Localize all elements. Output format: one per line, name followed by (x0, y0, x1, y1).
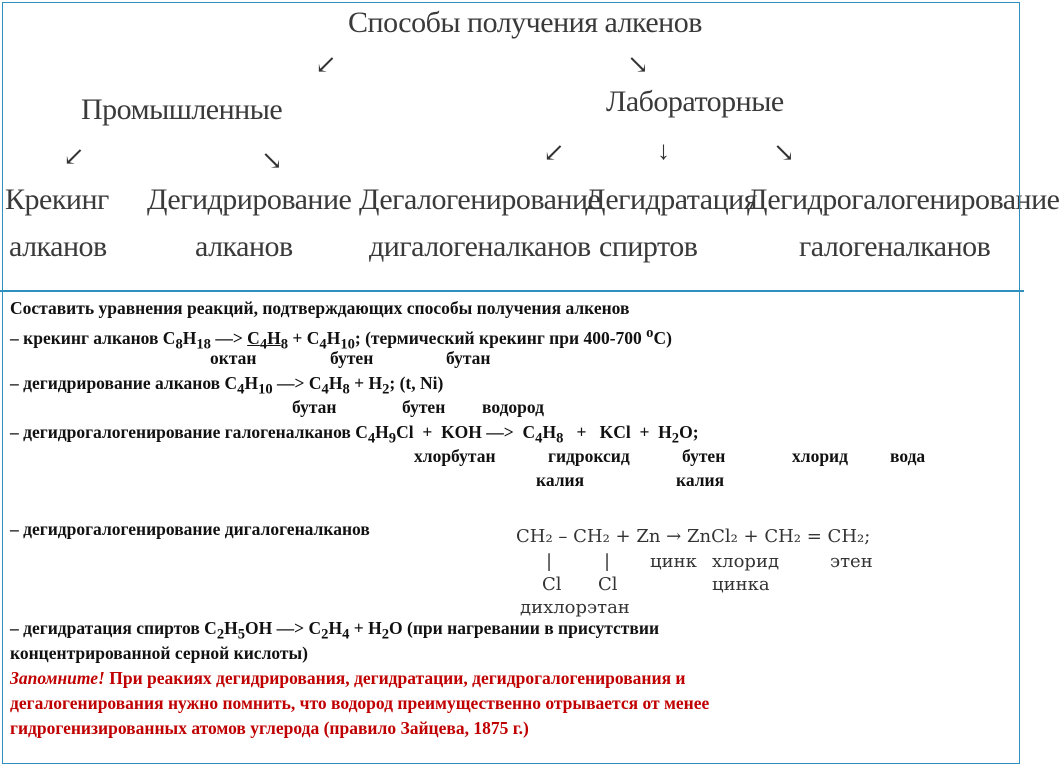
chloride-label: хлорид (712, 551, 780, 572)
remember-line-1: Запомните! При реакиях дегидрирования, дегидратации, дегидрогалогенирования и (10, 668, 686, 688)
dh-name-chlorobutane: хлорбутан (414, 446, 496, 466)
dichloroethane-label: дихлорэтан (520, 597, 630, 618)
dehydrogenation-line: – дегидрирование алканов $C_4H_{10}$ —> $C_4H_8 + H_2$; (t, Ni) (10, 373, 444, 398)
diagram-title: Способы получения алкенов (348, 6, 702, 39)
dh-name-water: вода (890, 446, 926, 466)
dh-name-potassium-1: калия (536, 470, 585, 490)
method-5-line1: Дегидрогалогенирование (747, 183, 1059, 216)
method-1-line2: алканов (9, 230, 107, 263)
arrow-to-dehydration-icon: ↓ (657, 136, 670, 165)
dh-name-chloride: хлорид (792, 446, 848, 466)
dh-name-hydroxide: гидроксид (548, 446, 630, 466)
method-2-line1: Дегидрирование (147, 183, 352, 216)
arrow-to-cracking-icon: ↙ (63, 142, 85, 171)
remember-line-3: гидрогенизированных атомов углерода (правило Зайцева, 1875 г.) (10, 718, 529, 738)
dehalogenation-equation: CH₂ – CH₂ + Zn → ZnCl₂ + CH₂ = CH₂; (516, 526, 871, 547)
method-1-line1: Крекинг (5, 183, 109, 216)
arrow-to-dehalogenation-icon: ↙ (543, 138, 565, 167)
dehydration-line: – дегидратация спиртов $C_2H_5OH$ —> $C_2H_4 + H_2O$ (при нагревании в присутствии (10, 618, 660, 643)
dehalogenation-line: – дегидрогалогенирование дигалогеналканов (10, 519, 370, 539)
industrial-heading: Промышленные (81, 93, 283, 126)
cl-2: Cl (598, 574, 618, 595)
dehydrogenation-name-hydrogen: водород (482, 397, 545, 417)
cracking-name-octane: октан (210, 348, 257, 368)
method-3-line2: дигалогеналканов (369, 230, 591, 263)
zinc-label: цинк (650, 551, 697, 572)
method-4-line2: спиртов (599, 230, 698, 263)
butene-product: $C_4H_8$ (247, 327, 289, 353)
laboratory-heading: Лабораторные (606, 85, 784, 118)
of-zinc-label: цинка (712, 574, 770, 595)
arrow-to-laboratory-icon: ↘ (627, 50, 649, 79)
cl-1: Cl (542, 574, 562, 595)
bond-1: | (546, 551, 553, 572)
remember-line-2: дегалогенирования нужно помнить, что водород преимущественно отрывается от менее (10, 693, 710, 713)
cracking-line: – крекинг алканов $C_8H_{18}$ —> $C_4H_8 + C_4H_{10}$; (термический крекинг при 400-700 $^о$С) (10, 325, 672, 353)
dehydrogenation-name-butane: бутан (292, 397, 337, 417)
remember-label: Запомните! (10, 668, 105, 688)
intro-line: Составить уравнения реакций, подтверждающих способы получения алкенов (10, 298, 630, 318)
dehydration-condition: концентрированной серной кислоты) (10, 643, 308, 663)
cracking-name-butane: бутан (446, 348, 491, 368)
bond-2: | (604, 551, 611, 572)
dehydrogenation-name-butene: бутен (402, 397, 446, 417)
method-3-line1: Дегалогенирование (359, 183, 601, 216)
slide-border (2, 2, 1020, 764)
method-4-line1: Дегидратация (585, 183, 758, 216)
ethene-label: этен (830, 551, 873, 572)
dehydrohalogenation-line: – дегидрогалогенирование галогеналканов $C_4H_9Cl$ + KOH —> $C_4H_8$ + KCl + $H_2O$; (10, 422, 699, 447)
arrow-to-dehydrohalogenation-icon: ↘ (773, 138, 795, 167)
arrow-to-industrial-icon: ↙ (315, 50, 337, 79)
cracking-name-butene: бутен (330, 348, 374, 368)
method-5-line2: галогеналканов (799, 230, 991, 263)
dh-name-potassium-2: калия (676, 470, 725, 490)
method-2-line2: алканов (195, 230, 293, 263)
arrow-to-dehydrogenation-icon: ↘ (261, 146, 283, 175)
dh-name-butene: бутен (682, 446, 726, 466)
